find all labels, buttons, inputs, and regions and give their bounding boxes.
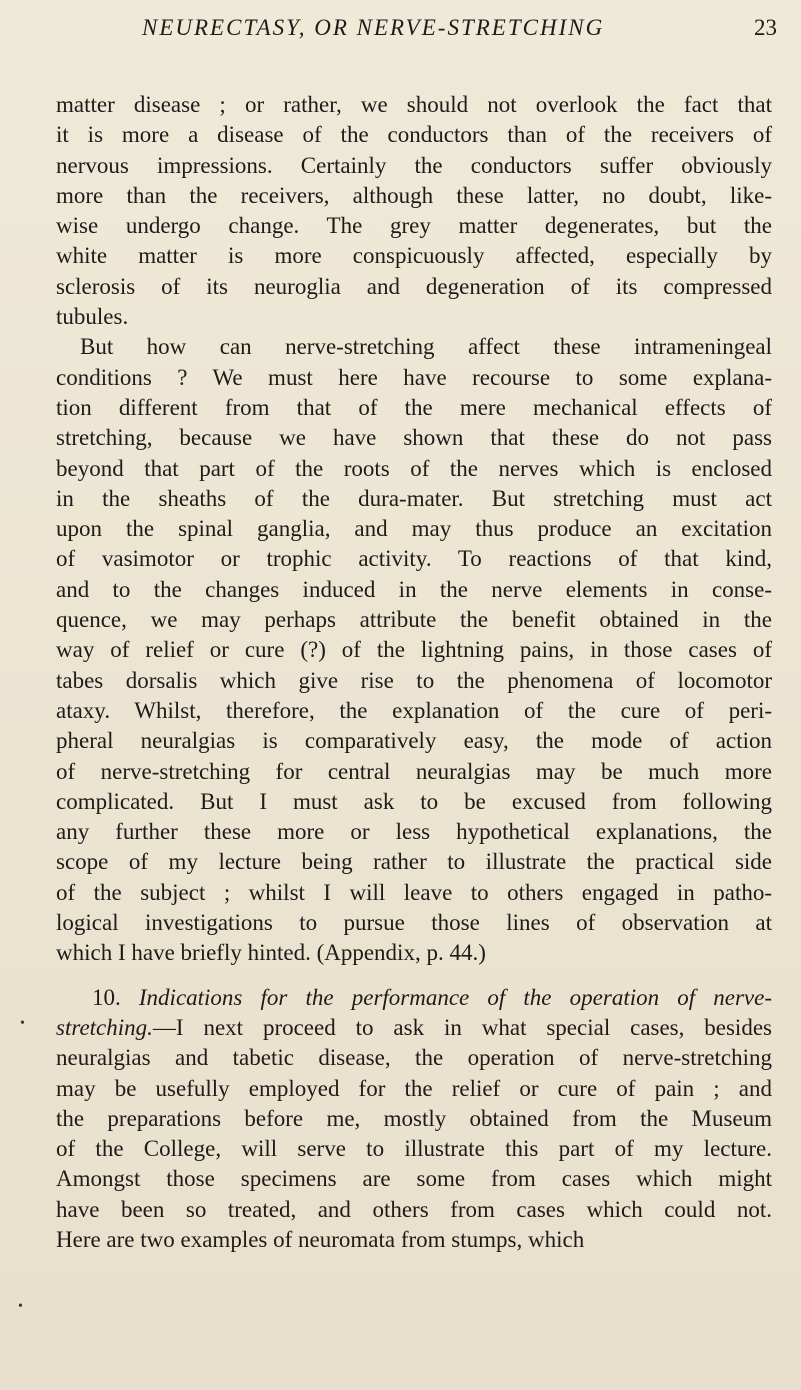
margin-speck: •	[18, 1299, 23, 1314]
running-title: NEURECTASY, OR NERVE-STRETCHING	[142, 15, 605, 40]
paragraph-gap	[56, 969, 772, 983]
section-heading-line	[56, 983, 772, 1013]
paragraph-3	[56, 983, 772, 1256]
text-line: tion different from that of the mere mechanical effects of	[56, 394, 772, 420]
text-line: may be usefully employed for the relief or cure of pain ; and	[56, 1075, 772, 1101]
text-line: tabes dorsalis which give rise to the phenomena of locomotor	[56, 667, 772, 693]
text-line: stretching, because we have shown that these do not pass	[56, 425, 772, 451]
text-line: have been so treated, and others from cases which could not.	[56, 1196, 772, 1222]
text-line: more than the receivers, although these latter, no doubt, like-	[56, 182, 772, 208]
text-line: scope of my lecture being rather to illustrate the practical side	[56, 849, 772, 875]
text-line: of the subject ; whilst I will leave to others engaged in patho-	[56, 879, 772, 905]
paragraph-1	[56, 90, 772, 332]
text-line: any further these more or less hypothetical explanations, the	[56, 819, 772, 845]
text-line: conditions ? We must here have recourse to some explana-	[56, 364, 772, 390]
text-run: —I next proceed to ask in what special cases, besides	[152, 1014, 772, 1040]
text-line: pheral neuralgias is comparatively easy, the mode of action	[56, 728, 772, 754]
paragraph-2	[56, 332, 772, 968]
margin-speck: •	[20, 1016, 25, 1031]
text-line: of vasimotor or trophic activity. To reactions of that kind,	[56, 546, 772, 572]
text-line: But how can nerve-stretching affect these intrameningeal	[80, 334, 772, 360]
text-line: tubules.	[56, 304, 129, 330]
text-line: way of relief or cure (?) of the lightning pains, in those cases of	[56, 637, 772, 663]
text-line: of nerve-stretching for central neuralgias may be much more	[56, 758, 772, 784]
text-line: it is more a disease of the conductors than of the receivers of	[56, 122, 772, 148]
text-line: Here are two examples of neuromata from stumps, which	[56, 1226, 585, 1252]
text-line: in the sheaths of the dura-mater. But stretching must act	[56, 485, 772, 511]
section-number: 10.	[92, 984, 121, 1010]
text-line: neuralgias and tabetic disease, the operation of nerve-stretching	[56, 1045, 772, 1071]
text-line: Amongst those specimens are some from cases which might	[56, 1166, 772, 1192]
running-head	[0, 8, 801, 48]
text-line: sclerosis of its neuroglia and degeneration of its compressed	[56, 273, 772, 299]
section-heading-continued: stretching.	[56, 1014, 153, 1040]
text-line: upon the spinal ganglia, and may thus produce an excitation	[56, 516, 772, 542]
text-line: complicated. But I must ask to be excused from following	[56, 788, 772, 814]
body-text	[56, 90, 772, 1255]
text-line: beyond that part of the roots of the nerves which is enclosed	[56, 455, 772, 481]
text-line: of the College, will serve to illustrate this part of my lecture.	[56, 1136, 772, 1162]
text-line: nervous impressions. Certainly the conductors suffer obviously	[56, 152, 772, 178]
text-line: white matter is more conspicuously affected, especially by	[56, 243, 772, 269]
text-line: wise undergo change. The grey matter degenerates, but the	[56, 213, 772, 239]
section-heading-line	[56, 1013, 772, 1043]
text-line: logical investigations to pursue those lines of observation at	[56, 910, 772, 936]
text-line: which I have briefly hinted. (Appendix, p. 44.)	[56, 940, 486, 966]
text-line: the preparations before me, mostly obtained from the Museum	[56, 1105, 772, 1131]
page-number: 23	[754, 15, 777, 40]
text-line: matter disease ; or rather, we should not overlook the fact that	[56, 92, 772, 117]
section-heading: Indications for the performance of the operation of nerve-	[138, 984, 772, 1010]
text-line: ataxy. Whilst, therefore, the explanation of the cure of peri-	[56, 697, 772, 723]
text-line: quence, we may perhaps attribute the benefit obtained in the	[56, 607, 772, 633]
text-line: and to the changes induced in the nerve elements in conse-	[56, 576, 772, 602]
